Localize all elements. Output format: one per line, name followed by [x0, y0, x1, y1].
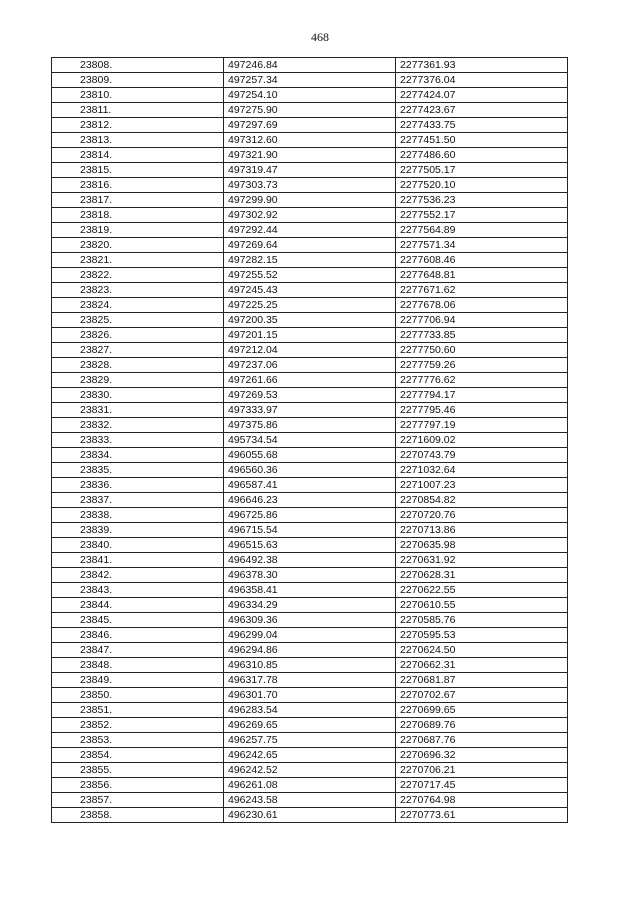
point-number-cell: 23812.: [52, 118, 224, 133]
point-number-cell: 23811.: [52, 103, 224, 118]
point-number-cell: 23834.: [52, 448, 224, 463]
x-coordinate-cell: 496242.52: [224, 763, 396, 778]
point-number-cell: 23827.: [52, 343, 224, 358]
y-coordinate-cell: 2270635.98: [396, 538, 568, 553]
x-coordinate-cell: 496725.86: [224, 508, 396, 523]
table-row: [52, 238, 568, 253]
x-coordinate-cell: 497257.34: [224, 73, 396, 88]
point-number-cell: 23820.: [52, 238, 224, 253]
y-coordinate-cell: 2270622.55: [396, 583, 568, 598]
point-number-cell: 23853.: [52, 733, 224, 748]
y-coordinate-cell: 2270689.76: [396, 718, 568, 733]
point-number-cell: 23851.: [52, 703, 224, 718]
table-row: [52, 298, 568, 313]
x-coordinate-cell: 496242.65: [224, 748, 396, 763]
page-number: 468: [311, 30, 329, 44]
point-number-cell: 23841.: [52, 553, 224, 568]
y-coordinate-cell: 2270662.31: [396, 658, 568, 673]
point-number-cell: 23824.: [52, 298, 224, 313]
y-coordinate-cell: 2271032.64: [396, 463, 568, 478]
table-row: [52, 493, 568, 508]
table-row: [52, 748, 568, 763]
table-row: [52, 73, 568, 88]
y-coordinate-cell: 2270854.82: [396, 493, 568, 508]
table-row: [52, 703, 568, 718]
x-coordinate-cell: 496294.86: [224, 643, 396, 658]
point-number-cell: 23857.: [52, 793, 224, 808]
point-number-cell: 23833.: [52, 433, 224, 448]
coordinates-table: [51, 57, 568, 823]
table-row: [52, 673, 568, 688]
x-coordinate-cell: 497333.97: [224, 403, 396, 418]
x-coordinate-cell: 497225.25: [224, 298, 396, 313]
x-coordinate-cell: 496715.54: [224, 523, 396, 538]
table-row: [52, 268, 568, 283]
y-coordinate-cell: 2270713.86: [396, 523, 568, 538]
point-number-cell: 23832.: [52, 418, 224, 433]
x-coordinate-cell: 497321.90: [224, 148, 396, 163]
y-coordinate-cell: 2277759.26: [396, 358, 568, 373]
y-coordinate-cell: 2277433.75: [396, 118, 568, 133]
point-number-cell: 23825.: [52, 313, 224, 328]
y-coordinate-cell: 2270702.67: [396, 688, 568, 703]
x-coordinate-cell: 497254.10: [224, 88, 396, 103]
table-row: [52, 418, 568, 433]
table-row: [52, 88, 568, 103]
x-coordinate-cell: 497200.35: [224, 313, 396, 328]
y-coordinate-cell: 2270610.55: [396, 598, 568, 613]
x-coordinate-cell: 497246.84: [224, 58, 396, 73]
point-number-cell: 23838.: [52, 508, 224, 523]
y-coordinate-cell: 2277776.62: [396, 373, 568, 388]
point-number-cell: 23843.: [52, 583, 224, 598]
point-number-cell: 23848.: [52, 658, 224, 673]
point-number-cell: 23844.: [52, 598, 224, 613]
table-row: [52, 163, 568, 178]
y-coordinate-cell: 2277750.60: [396, 343, 568, 358]
y-coordinate-cell: 2270699.65: [396, 703, 568, 718]
point-number-cell: 23850.: [52, 688, 224, 703]
point-number-cell: 23823.: [52, 283, 224, 298]
x-coordinate-cell: 496560.36: [224, 463, 396, 478]
x-coordinate-cell: 496310.85: [224, 658, 396, 673]
table-row: [52, 448, 568, 463]
table-row: [52, 523, 568, 538]
coordinates-table-body: [52, 58, 568, 823]
y-coordinate-cell: 2270696.32: [396, 748, 568, 763]
table-row: [52, 178, 568, 193]
point-number-cell: 23829.: [52, 373, 224, 388]
point-number-cell: 23819.: [52, 223, 224, 238]
x-coordinate-cell: 495734.54: [224, 433, 396, 448]
y-coordinate-cell: 2277424.07: [396, 88, 568, 103]
y-coordinate-cell: 2277678.06: [396, 298, 568, 313]
table-row: [52, 133, 568, 148]
point-number-cell: 23854.: [52, 748, 224, 763]
y-coordinate-cell: 2277552.17: [396, 208, 568, 223]
y-coordinate-cell: 2277486.60: [396, 148, 568, 163]
x-coordinate-cell: 497212.04: [224, 343, 396, 358]
table-row: [52, 223, 568, 238]
point-number-cell: 23835.: [52, 463, 224, 478]
point-number-cell: 23809.: [52, 73, 224, 88]
x-coordinate-cell: 496283.54: [224, 703, 396, 718]
point-number-cell: 23840.: [52, 538, 224, 553]
y-coordinate-cell: 2277505.17: [396, 163, 568, 178]
table-row: [52, 508, 568, 523]
point-number-cell: 23826.: [52, 328, 224, 343]
x-coordinate-cell: 497375.86: [224, 418, 396, 433]
point-number-cell: 23858.: [52, 808, 224, 823]
point-number-cell: 23845.: [52, 613, 224, 628]
table-row: [52, 733, 568, 748]
table-row: [52, 433, 568, 448]
table-row: [52, 583, 568, 598]
x-coordinate-cell: 496301.70: [224, 688, 396, 703]
point-number-cell: 23837.: [52, 493, 224, 508]
x-coordinate-cell: 496243.58: [224, 793, 396, 808]
point-number-cell: 23817.: [52, 193, 224, 208]
x-coordinate-cell: 497255.52: [224, 268, 396, 283]
point-number-cell: 23849.: [52, 673, 224, 688]
table-row: [52, 373, 568, 388]
x-coordinate-cell: 496269.65: [224, 718, 396, 733]
y-coordinate-cell: 2277706.94: [396, 313, 568, 328]
x-coordinate-cell: 497269.64: [224, 238, 396, 253]
y-coordinate-cell: 2270595.53: [396, 628, 568, 643]
x-coordinate-cell: 496261.08: [224, 778, 396, 793]
table-row: [52, 58, 568, 73]
y-coordinate-cell: 2277520.10: [396, 178, 568, 193]
y-coordinate-cell: 2270681.87: [396, 673, 568, 688]
table-row: [52, 598, 568, 613]
table-row: [52, 643, 568, 658]
y-coordinate-cell: 2277361.93: [396, 58, 568, 73]
x-coordinate-cell: 497245.43: [224, 283, 396, 298]
table-row: [52, 568, 568, 583]
table-row: [52, 808, 568, 823]
point-number-cell: 23855.: [52, 763, 224, 778]
table-row: [52, 553, 568, 568]
x-coordinate-cell: 497303.73: [224, 178, 396, 193]
x-coordinate-cell: 497319.47: [224, 163, 396, 178]
y-coordinate-cell: 2270585.76: [396, 613, 568, 628]
table-row: [52, 103, 568, 118]
point-number-cell: 23821.: [52, 253, 224, 268]
table-row: [52, 283, 568, 298]
table-row: [52, 778, 568, 793]
y-coordinate-cell: 2277608.46: [396, 253, 568, 268]
table-row: [52, 193, 568, 208]
x-coordinate-cell: 496317.78: [224, 673, 396, 688]
point-number-cell: 23831.: [52, 403, 224, 418]
table-row: [52, 463, 568, 478]
point-number-cell: 23852.: [52, 718, 224, 733]
y-coordinate-cell: 2277376.04: [396, 73, 568, 88]
point-number-cell: 23856.: [52, 778, 224, 793]
point-number-cell: 23846.: [52, 628, 224, 643]
y-coordinate-cell: 2270624.50: [396, 643, 568, 658]
table-row: [52, 208, 568, 223]
table-row: [52, 358, 568, 373]
point-number-cell: 23830.: [52, 388, 224, 403]
point-number-cell: 23818.: [52, 208, 224, 223]
table-row: [52, 538, 568, 553]
point-number-cell: 23808.: [52, 58, 224, 73]
y-coordinate-cell: 2277733.85: [396, 328, 568, 343]
x-coordinate-cell: 496587.41: [224, 478, 396, 493]
y-coordinate-cell: 2271609.02: [396, 433, 568, 448]
table-row: [52, 688, 568, 703]
table-row: [52, 118, 568, 133]
table-row: [52, 328, 568, 343]
y-coordinate-cell: 2270743.79: [396, 448, 568, 463]
table-row: [52, 388, 568, 403]
table-row: [52, 658, 568, 673]
x-coordinate-cell: 497282.15: [224, 253, 396, 268]
y-coordinate-cell: 2277423.67: [396, 103, 568, 118]
x-coordinate-cell: 496299.04: [224, 628, 396, 643]
x-coordinate-cell: 497299.90: [224, 193, 396, 208]
table-row: [52, 343, 568, 358]
table-row: [52, 793, 568, 808]
x-coordinate-cell: 496378.30: [224, 568, 396, 583]
point-number-cell: 23847.: [52, 643, 224, 658]
y-coordinate-cell: 2270628.31: [396, 568, 568, 583]
x-coordinate-cell: 496646.23: [224, 493, 396, 508]
y-coordinate-cell: 2270764.98: [396, 793, 568, 808]
y-coordinate-cell: 2277794.17: [396, 388, 568, 403]
table-row: [52, 148, 568, 163]
y-coordinate-cell: 2270687.76: [396, 733, 568, 748]
point-number-cell: 23810.: [52, 88, 224, 103]
x-coordinate-cell: 497261.66: [224, 373, 396, 388]
y-coordinate-cell: 2277564.89: [396, 223, 568, 238]
point-number-cell: 23828.: [52, 358, 224, 373]
y-coordinate-cell: 2277571.34: [396, 238, 568, 253]
point-number-cell: 23816.: [52, 178, 224, 193]
x-coordinate-cell: 497312.60: [224, 133, 396, 148]
x-coordinate-cell: 496358.41: [224, 583, 396, 598]
x-coordinate-cell: 496230.61: [224, 808, 396, 823]
y-coordinate-cell: 2270706.21: [396, 763, 568, 778]
x-coordinate-cell: 496334.29: [224, 598, 396, 613]
x-coordinate-cell: 497201.15: [224, 328, 396, 343]
table-row: [52, 478, 568, 493]
y-coordinate-cell: 2270773.61: [396, 808, 568, 823]
table-row: [52, 763, 568, 778]
point-number-cell: 23814.: [52, 148, 224, 163]
x-coordinate-cell: 497302.92: [224, 208, 396, 223]
x-coordinate-cell: 497237.06: [224, 358, 396, 373]
point-number-cell: 23836.: [52, 478, 224, 493]
y-coordinate-cell: 2270720.76: [396, 508, 568, 523]
x-coordinate-cell: 496492.38: [224, 553, 396, 568]
x-coordinate-cell: 497297.69: [224, 118, 396, 133]
x-coordinate-cell: 496055.68: [224, 448, 396, 463]
point-number-cell: 23815.: [52, 163, 224, 178]
x-coordinate-cell: 497269.53: [224, 388, 396, 403]
y-coordinate-cell: 2277451.50: [396, 133, 568, 148]
y-coordinate-cell: 2277536.23: [396, 193, 568, 208]
x-coordinate-cell: 497292.44: [224, 223, 396, 238]
y-coordinate-cell: 2277797.19: [396, 418, 568, 433]
table-row: [52, 313, 568, 328]
y-coordinate-cell: 2270717.45: [396, 778, 568, 793]
table-row: [52, 718, 568, 733]
y-coordinate-cell: 2271007.23: [396, 478, 568, 493]
x-coordinate-cell: 496309.36: [224, 613, 396, 628]
point-number-cell: 23813.: [52, 133, 224, 148]
table-row: [52, 403, 568, 418]
y-coordinate-cell: 2277795.46: [396, 403, 568, 418]
table-row: [52, 628, 568, 643]
x-coordinate-cell: 496515.63: [224, 538, 396, 553]
table-row: [52, 613, 568, 628]
point-number-cell: 23839.: [52, 523, 224, 538]
y-coordinate-cell: 2277648.81: [396, 268, 568, 283]
table-row: [52, 253, 568, 268]
x-coordinate-cell: 496257.75: [224, 733, 396, 748]
y-coordinate-cell: 2277671.62: [396, 283, 568, 298]
y-coordinate-cell: 2270631.92: [396, 553, 568, 568]
x-coordinate-cell: 497275.90: [224, 103, 396, 118]
point-number-cell: 23822.: [52, 268, 224, 283]
point-number-cell: 23842.: [52, 568, 224, 583]
